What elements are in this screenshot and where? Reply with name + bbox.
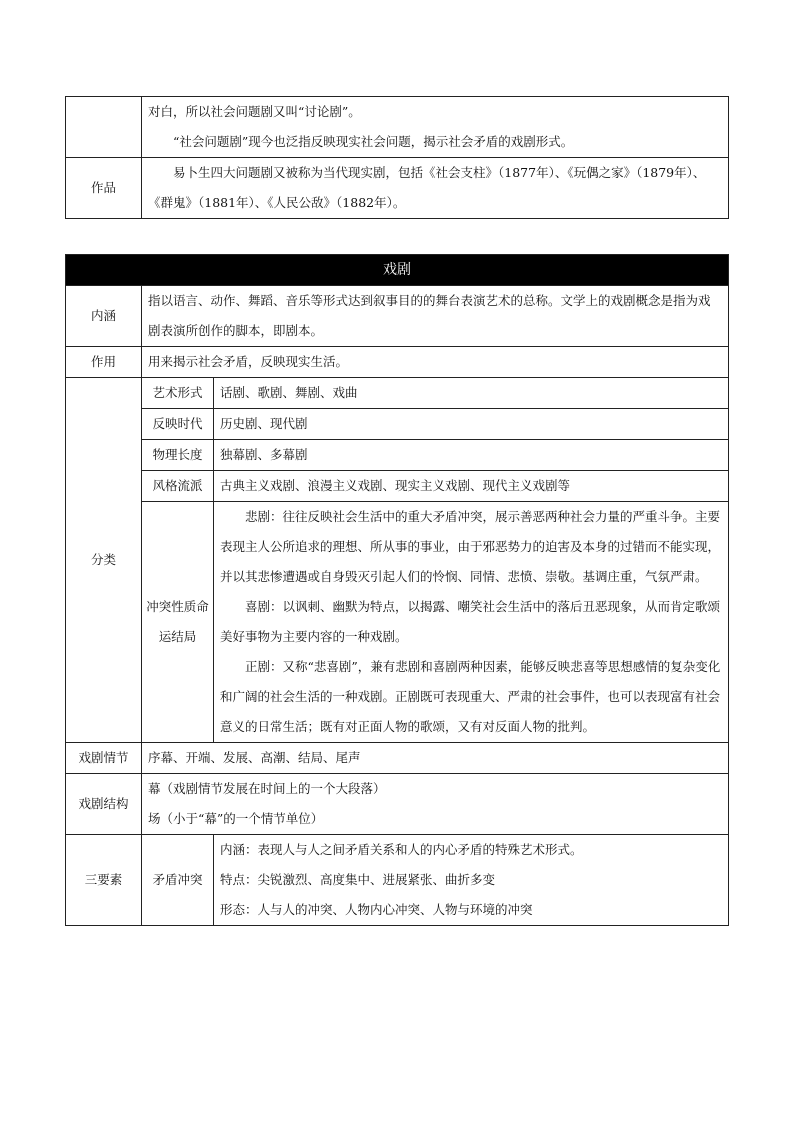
category-label: 反映时代 bbox=[142, 409, 214, 440]
plot-label: 戏剧情节 bbox=[66, 743, 142, 774]
fenlei-label: 分类 bbox=[66, 378, 142, 743]
structure-line: 场（小于“幕”的一个情节单位） bbox=[148, 811, 324, 826]
category-text: 历史剧、现代剧 bbox=[214, 409, 729, 440]
category-text: 话剧、歌剧、舞剧、戏曲 bbox=[214, 378, 729, 409]
works-label: 作品 bbox=[66, 158, 142, 219]
zuoyong-label: 作用 bbox=[66, 347, 142, 378]
works-table bbox=[65, 96, 729, 219]
conflict2-line: 内涵：表现人与人之间矛盾关系和人的内心矛盾的特殊艺术形式。 bbox=[220, 842, 583, 857]
tragedy-para: 悲剧：往往反映社会生活中的重大矛盾冲突，展示善恶两种社会力量的严重斗争。主要表现主人公所追求的理想、所从事的事业，由于邪恶势力的迫害及本身的过错而不能实现，并以其悲惨遭遇或自身毁灭引起人们的怜悯、同情、悲愤、崇敬。基调庄重，气氛严肃。 bbox=[220, 509, 721, 584]
category-text: 古典主义戏剧、浪漫主义戏剧、现实主义戏剧、现代主义戏剧等 bbox=[214, 471, 729, 502]
empty-label-cell bbox=[66, 97, 142, 158]
conflict2-line: 特点：尖锐激烈、高度集中、进展紧张、曲折多变 bbox=[220, 872, 496, 887]
comedy-para: 喜剧：以讽刺、幽默为特点，以揭露、嘲笑社会生活中的落后丑恶现象，从而肯定歌颂美好事物为主要内容的一种戏剧。 bbox=[220, 599, 721, 644]
drama-title: 戏剧 bbox=[66, 255, 729, 286]
conflict2-line: 形态：人与人的冲突、人物内心冲突、人物与环境的冲突 bbox=[220, 902, 533, 917]
problem-play-cell bbox=[142, 97, 729, 158]
structure-line: 幕（戏剧情节发展在时间上的一个大段落） bbox=[148, 781, 386, 796]
problem-play-line2: “社会问题剧”现今也泛指反映现实社会问题，揭示社会矛盾的戏剧形式。 bbox=[173, 134, 574, 149]
structure-text bbox=[142, 774, 729, 835]
conflict-nature-text bbox=[214, 502, 729, 743]
category-label: 艺术形式 bbox=[142, 378, 214, 409]
structure-label: 戏剧结构 bbox=[66, 774, 142, 835]
neihan-label: 内涵 bbox=[66, 286, 142, 347]
plot-text: 序幕、开端、发展、高潮、结局、尾声 bbox=[142, 743, 729, 774]
category-label: 风格流派 bbox=[142, 471, 214, 502]
problem-play-line1: 对白，所以社会问题剧又叫“讨论剧”。 bbox=[148, 104, 361, 119]
elements-label: 三要素 bbox=[66, 835, 142, 926]
category-text: 独幕剧、多幕剧 bbox=[214, 440, 729, 471]
works-text: 易卜生四大问题剧又被称为当代现实剧，包括《社会支柱》（1877年）、《玩偶之家》（1879年）、《群鬼》（1881年）、《人民公敌》（1882年）。 bbox=[142, 158, 729, 219]
category-label: 物理长度 bbox=[142, 440, 214, 471]
zuoyong-text: 用来揭示社会矛盾，反映现实生活。 bbox=[142, 347, 729, 378]
conflict2-label: 矛盾冲突 bbox=[142, 835, 214, 926]
conflict2-text bbox=[214, 835, 729, 926]
drama-table bbox=[65, 254, 729, 926]
neihan-text: 指以语言、动作、舞蹈、音乐等形式达到叙事目的的舞台表演艺术的总称。文学上的戏剧概念是指为戏剧表演所创作的脚本，即剧本。 bbox=[142, 286, 729, 347]
drama-para: 正剧：又称“悲喜剧”，兼有悲剧和喜剧两种因素，能够反映悲喜等思想感情的复杂变化和广阔的社会生活的一种戏剧。正剧既可表现重大、严肃的社会事件，也可以表现富有社会意义的日常生活；既有对正面人物的歌颂，又有对反面人物的批判。 bbox=[220, 659, 721, 734]
conflict-nature-label: 冲突性质命运结局 bbox=[142, 502, 214, 743]
